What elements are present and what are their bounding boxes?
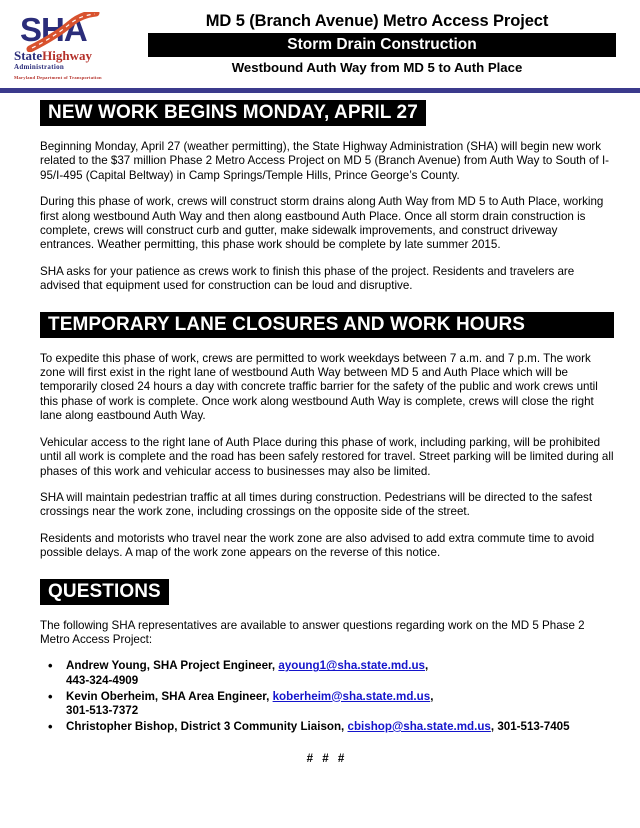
section-heading-lane-closures: TEMPORARY LANE CLOSURES AND WORK HOURS (40, 312, 614, 338)
contact-list (40, 659, 614, 734)
section-heading-questions: QUESTIONS (40, 579, 169, 605)
section-heading-new-work: NEW WORK BEGINS MONDAY, APRIL 27 (40, 100, 426, 126)
spacer (40, 126, 614, 140)
spacer (40, 520, 614, 532)
lane-closures-paragraph-1: To expedite this phase of work, crews are permitted to work weekdays between 7 a.m. and 7 p.m. The work zone will first exist in the right lane of westbound Auth Way between MD 5 and Auth Place which will be temporarily closed 24 hours a day with concrete traffic barrier for the safety of the public and work crews until this phase of work is complete. Once work along westbound Auth Way is complete, crews will close the right lane along eastbound Auth Way. (40, 351, 598, 423)
header-title-block (122, 11, 640, 77)
lane-closures-paragraph-4: Residents and motorists who travel near the work zone are also advised to add extra commute time to avoid possible delays. A map of the work zone appears on the reverse of this notice. (40, 531, 595, 560)
spacer (40, 561, 614, 579)
new-work-paragraph-3: SHA asks for your patience as crews work to finish this phase of the project. Residents and travelers are advised that equipment used for construction can be loud and disruptive. (40, 264, 575, 293)
contact-phone-inline: , 301-513-7405 (490, 719, 570, 733)
sha-logo-administration-text: Administration (14, 63, 65, 71)
contact-list-item (40, 659, 614, 688)
contact-email-link[interactable]: ayoung1@sha.state.md.us (278, 659, 425, 673)
end-mark: # # # (306, 752, 348, 766)
contact-email-link[interactable]: koberheim@sha.state.md.us (272, 689, 431, 703)
contact-phone-number: 301-513-7372 (66, 704, 139, 718)
sha-logo-highway-text: Highway (42, 48, 93, 63)
new-work-paragraph-2: During this phase of work, crews will construct storm drains along Auth Way from MD 5 to Auth Place, working first along westbound Auth Way and then along eastbound Auth Place. Once all storm drain construction is complete, crews will construct curb and gutter, make sidewalk improvements, and construct driveway entrances. Weather permitting, this phase work should be complete by late summer 2015. (40, 195, 604, 252)
spacer (40, 479, 614, 491)
spacer (40, 294, 614, 312)
sha-acronym-text: SHA (20, 11, 87, 48)
spacer (40, 253, 614, 265)
spacer (40, 605, 614, 619)
new-work-paragraph-1: Beginning Monday, April 27 (weather permitting), the State Highway Administration (SHA) will begin new work related to the $37 million Phase 2 Metro Access Project on MD 5 (Branch Avenue) from Auth Way to South of I-95/I-495 (Capital Beltway) in Camp Springs/Temple Hills, Prince George’s County. (40, 140, 610, 182)
page-header (0, 0, 640, 88)
project-title: MD 5 (Branch Avenue) Metro Access Project (205, 12, 549, 30)
contact-phone-inline: , (424, 659, 429, 673)
lane-closures-paragraph-2: Vehicular access to the right lane of Auth Place during this phase of work, including parking, will be prohibited until all work is complete and the road has been safely restored for travel. Street parking will be limited during all phases of this work and vehicular access to businesses may also be limited. (40, 435, 614, 478)
sha-logo-mark (14, 12, 118, 48)
contact-list-item (40, 720, 614, 735)
contact-name-and-role: Kevin Oberheim, SHA Area Engineer, (66, 689, 273, 703)
questions-intro: The following SHA representatives are available to answer questions regarding work on the MD 5 Phase 2 Metro Access Project: (40, 618, 585, 646)
spacer (40, 338, 614, 352)
contact-phone-number: 443-324-4909 (66, 673, 139, 687)
lane-closures-paragraph-3: SHA will maintain pedestrian traffic at all times during construction. Pedestrians will be directed to the safest crossings near the work zone, including crossings on the opposite side of the street. (40, 490, 593, 519)
spacer (40, 424, 614, 436)
contact-email-link[interactable]: cbishop@sha.state.md.us (347, 719, 491, 733)
project-location: Westbound Auth Way from MD 5 to Auth Place (231, 60, 523, 75)
contact-name-and-role: Christopher Bishop, District 3 Community Liaison, (66, 719, 348, 733)
spacer (40, 647, 614, 659)
sha-logo-department-text: Maryland Department of Transportation (14, 75, 102, 80)
contact-name-and-role: Andrew Young, SHA Project Engineer, (66, 659, 279, 673)
project-subtitle: Storm Drain Construction (148, 33, 616, 57)
contact-list-item (40, 690, 614, 719)
project-subtitle-banner (122, 33, 632, 57)
sha-logo-wordmark (14, 49, 122, 62)
contact-phone-inline: , (430, 689, 434, 703)
sha-logo (14, 12, 122, 81)
spacer (40, 183, 614, 195)
sha-logo-state-text: State (14, 48, 43, 63)
document-body (0, 100, 640, 765)
header-divider (0, 88, 640, 93)
